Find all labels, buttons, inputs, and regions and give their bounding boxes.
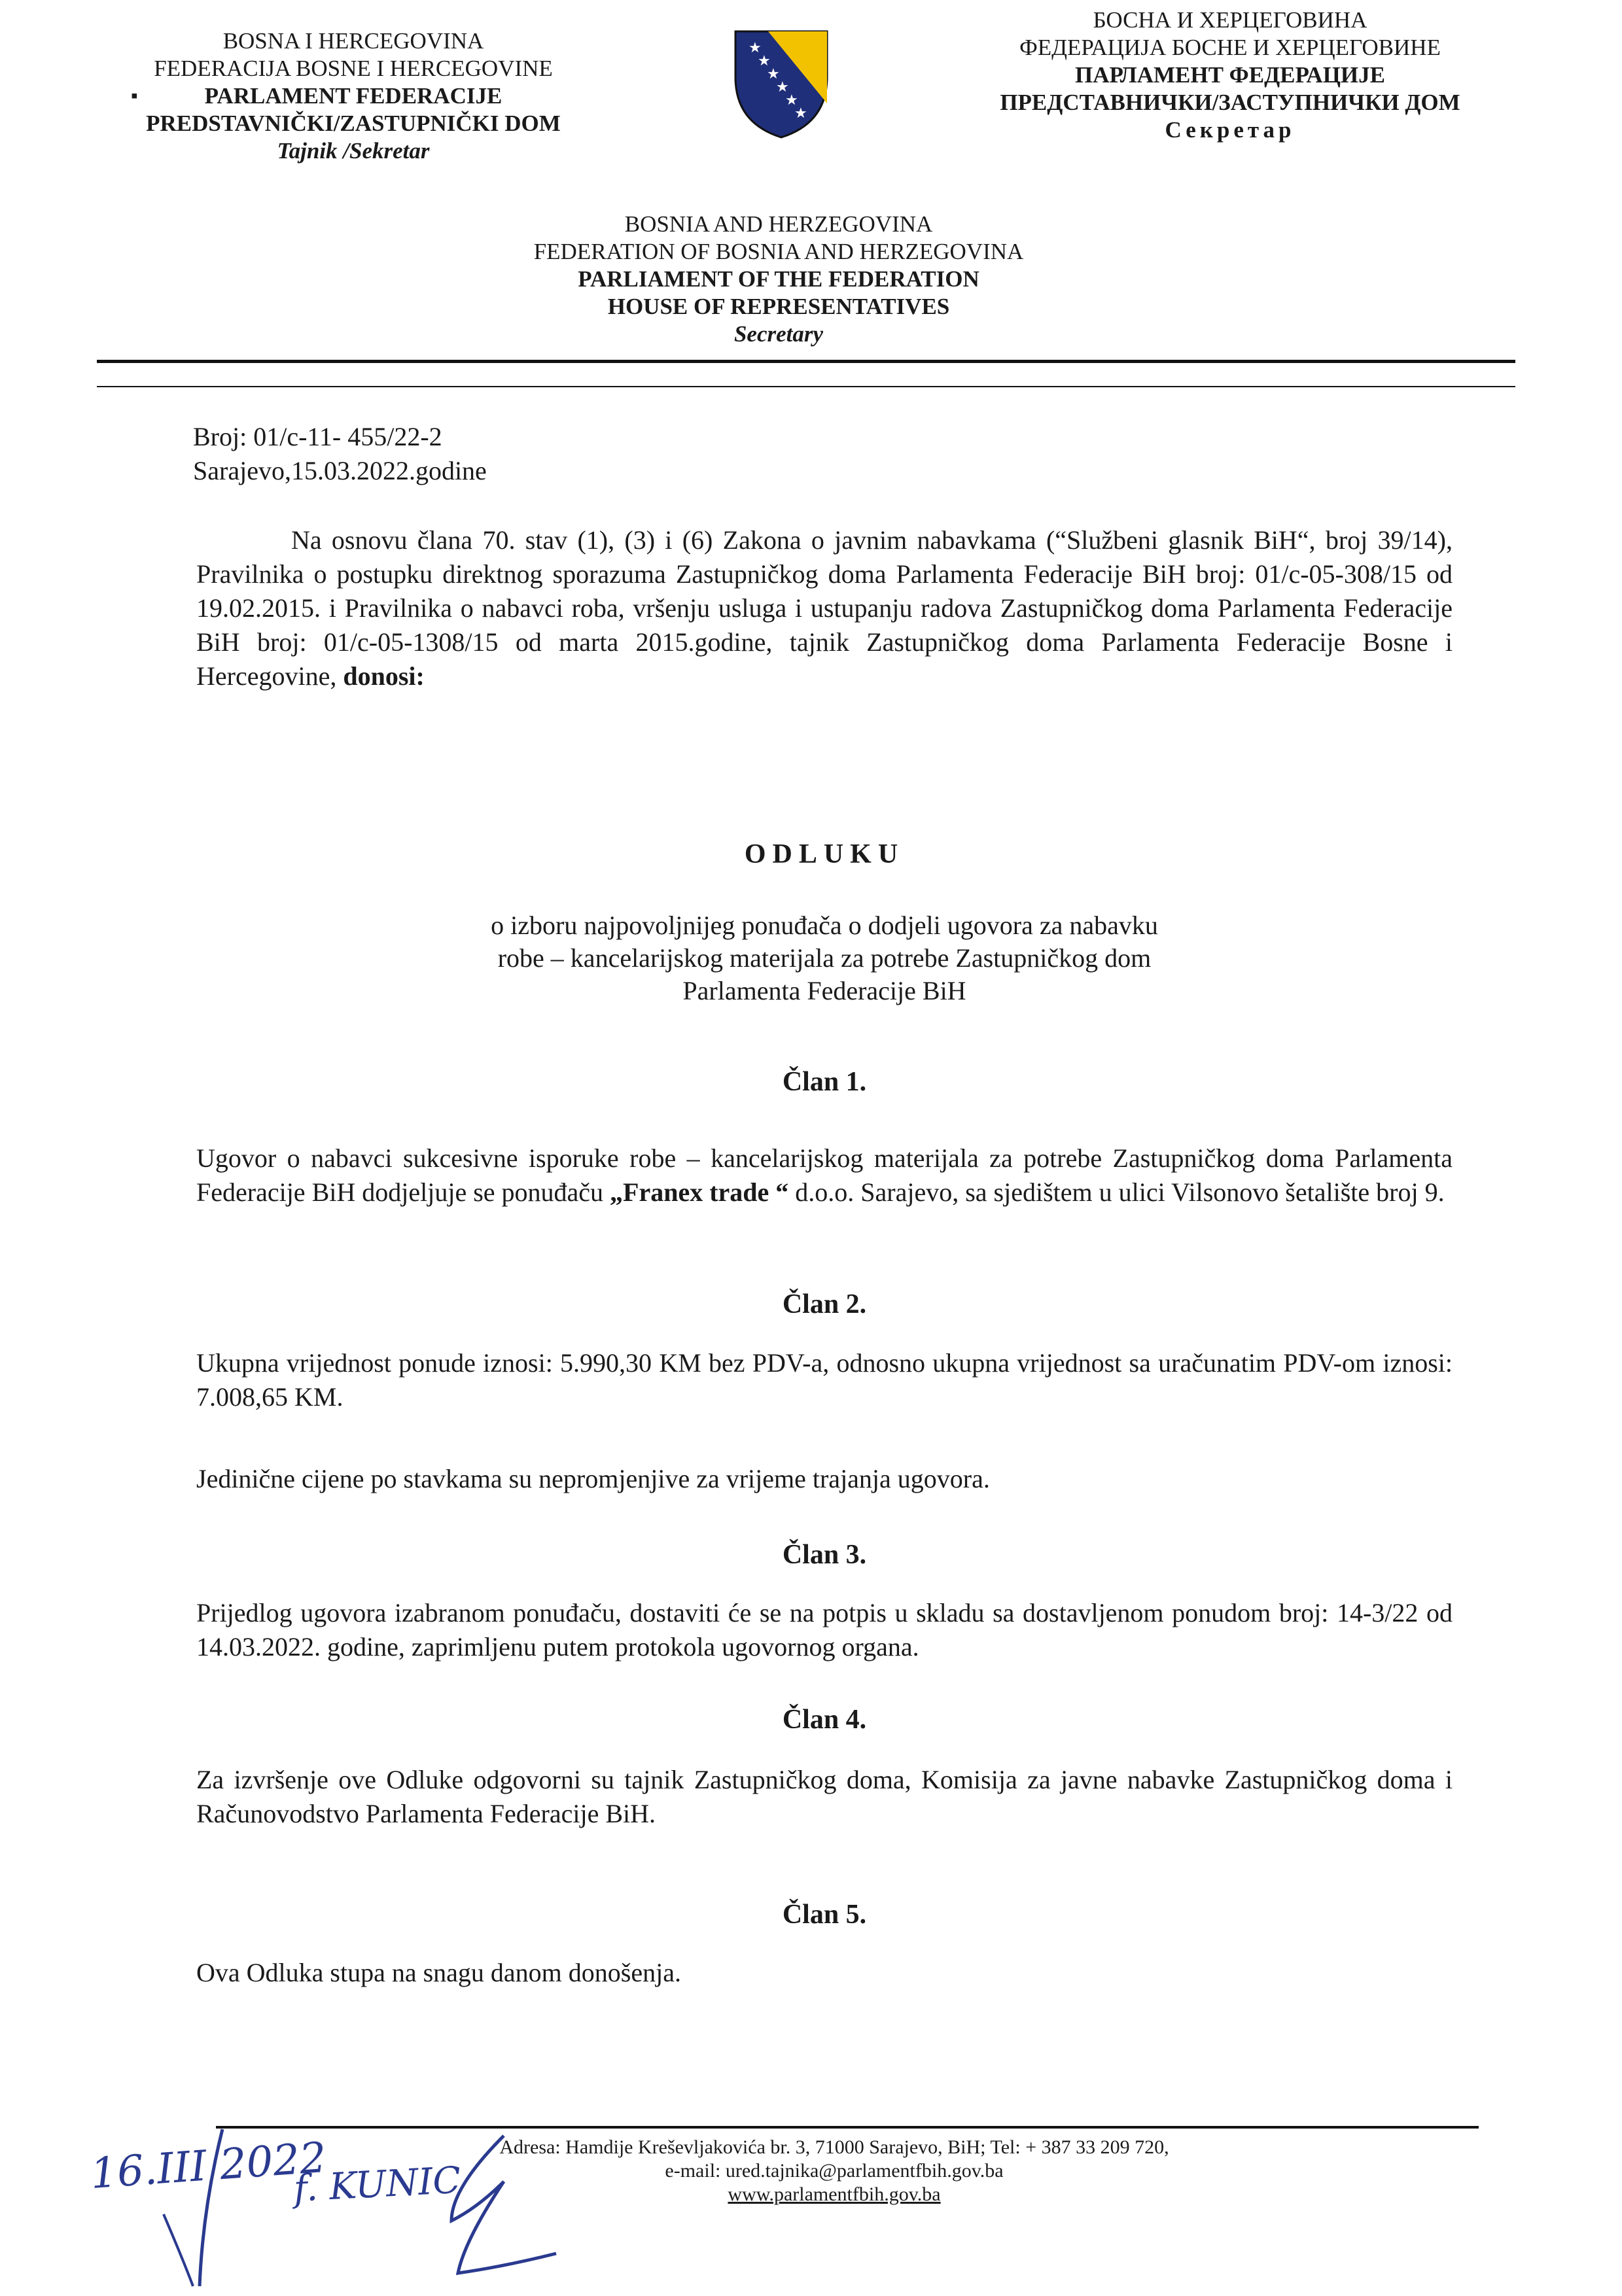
header-center-block — [419, 211, 1138, 348]
article-1-text-before: Ugovor o nabavci sukcesivne isporuke robe – kancelarijskog materijala za potrebe Zastupničkog doma Parlamenta Federacije BiH dodjeljuje se ponuđaču — [196, 1143, 1453, 1207]
handwritten-date: 16.III 2022 — [88, 2133, 328, 2199]
preamble — [196, 523, 1453, 693]
header-center-line3: PARLIAMENT OF THE FEDERATION — [578, 266, 979, 292]
header-right-line3: ПАРЛАМЕНТ ФЕДЕРАЦИЈЕ — [1075, 62, 1385, 88]
article-1-company: „Franex trade “ — [610, 1177, 789, 1207]
svg-text:★: ★ — [767, 66, 780, 82]
svg-text:★: ★ — [776, 79, 789, 96]
handwritten-initials: f. KUNIC — [292, 2159, 462, 2210]
header-center-line4: HOUSE OF REPRESENTATIVES — [607, 294, 950, 319]
article-4-text: Za izvršenje ove Odluke odgovorni su tajnik Zastupničkog doma, Komisija za javne nabavke Zastupničkog doma i Računovodstvo Parlamenta Federacije BiH. — [196, 1765, 1453, 1828]
footer-address: Adresa: Hamdije Kreševljakovića br. 3, 71000 Sarajevo, BiH; Tel: + 387 33 209 720, — [499, 2136, 1169, 2158]
header-right-line2: ФЕДЕРАЦИЈА БОСНЕ И ХЕРЦЕГОВИНЕ — [1019, 35, 1441, 60]
header-left-line3-text: PARLAMENT FEDERACIJE — [204, 83, 502, 109]
decision-subtitle-line2: robe – kancelarijskog materijala za potrebe Zastupničkog dom — [497, 943, 1152, 973]
decision-subtitle-line3: Parlamenta Federacije BiH — [682, 976, 966, 1005]
header-left-line3: ▪ PARLAMENT FEDERACIJE — [131, 83, 502, 109]
article-5-title: Član 5. — [782, 1900, 867, 1930]
header-right-line5: Секретар — [1165, 117, 1296, 143]
svg-text:★: ★ — [749, 40, 762, 56]
decision-title: ODLUKU — [744, 839, 905, 869]
article-4-title: Član 4. — [782, 1705, 867, 1735]
article-2-text1: Ukupna vrijednost ponude iznosi: 5.990,30 KM bez PDV-a, odnosno ukupna vrijednost sa uračunatim PDV-om iznosi: 7.008,65 KM. — [196, 1348, 1453, 1412]
header-right-line4: ПРЕДСТАВНИЧКИ/ЗАСТУПНИЧКИ ДОМ — [1000, 90, 1460, 115]
article-3-title: Član 3. — [782, 1540, 867, 1570]
article-2-title: Član 2. — [782, 1289, 867, 1319]
decision-subtitle — [196, 909, 1453, 1007]
coat-of-arms-icon — [722, 25, 840, 143]
article-1-title: Član 1. — [782, 1067, 867, 1097]
header-divider-thin — [97, 386, 1515, 387]
preamble-text: Na osnovu člana 70. stav (1), (3) i (6) Zakona o javnim nabavkama (“Službeni glasnik BiH“, broj 39/14), Pravilnika o postupku direktnog sporazuma Zastupničkog doma Parlamenta Federacije BiH broj: 01/c-05-308/15 od 19.02.2015. i Pravilnika o nabavci roba, vršenju usluga i ustupanju radova Zastupničkog doma Parlamenta Federacije BiH broj: 01/c-05-1308/15 od marta 2015.godine, tajnik Zastupničkog doma Parlamenta Federacije Bosne i Hercegovine, — [196, 525, 1453, 691]
article-1-text — [196, 1141, 1453, 1209]
footer-website-link[interactable]: www.parlamentfbih.gov.ba — [728, 2183, 941, 2205]
header-left-line1: BOSNA I HERCEGOVINA — [222, 28, 484, 54]
preamble-end: donosi: — [343, 661, 425, 691]
header-left-block — [92, 27, 615, 165]
header-left-line5: Tajnik /Sekretar — [277, 138, 430, 164]
article-3-text: Prijedlog ugovora izabranom ponuđaču, dostaviti će se na potpis u skladu sa dostavljenom ponudom broj: 14-3/22 od 14.03.2022. godine, zaprimljenu putem protokola ugovornog organa. — [196, 1598, 1453, 1661]
handwritten-signature — [85, 2110, 608, 2293]
footer-email: e-mail: ured.tajnika@parlamentfbih.gov.ba — [665, 2160, 1004, 2182]
article-1-text-after: d.o.o. Sarajevo, sa sjedištem u ulici Vilsonovo šetalište broj 9. — [788, 1177, 1445, 1207]
header-right-line1: БОСНА И ХЕРЦЕГОВИНА — [1093, 7, 1367, 33]
header-divider — [97, 360, 1515, 363]
svg-text:★: ★ — [758, 53, 771, 69]
header-right-block — [903, 7, 1557, 144]
reference-block — [193, 420, 782, 488]
svg-text:★: ★ — [794, 105, 807, 122]
header-center-line5: Secretary — [733, 321, 824, 347]
article-2-text2: Jedinične cijene po stavkama su nepromjenjive za vrijeme trajanja ugovora. — [196, 1464, 990, 1493]
header-left-line4: PREDSTAVNIČKI/ZASTUPNIČKI DOM — [146, 111, 561, 136]
reference-place-date: Sarajevo,15.03.2022.godine — [193, 456, 487, 485]
reference-number: Broj: 01/c-11- 455/22-2 — [193, 422, 442, 451]
article-5-text: Ova Odluka stupa na snagu danom donošenja. — [196, 1958, 681, 1987]
header-center-line1: BOSNIA AND HERZEGOVINA — [624, 211, 933, 237]
header-left-line2: FEDERACIJA BOSNE I HERCEGOVINE — [154, 56, 553, 81]
svg-text:★: ★ — [785, 92, 798, 109]
header-center-line2: FEDERATION OF BOSNIA AND HERZEGOVINA — [533, 239, 1024, 264]
decision-subtitle-line1: o izboru najpovoljnijeg ponuđača o dodjeli ugovora za nabavku — [491, 911, 1158, 940]
